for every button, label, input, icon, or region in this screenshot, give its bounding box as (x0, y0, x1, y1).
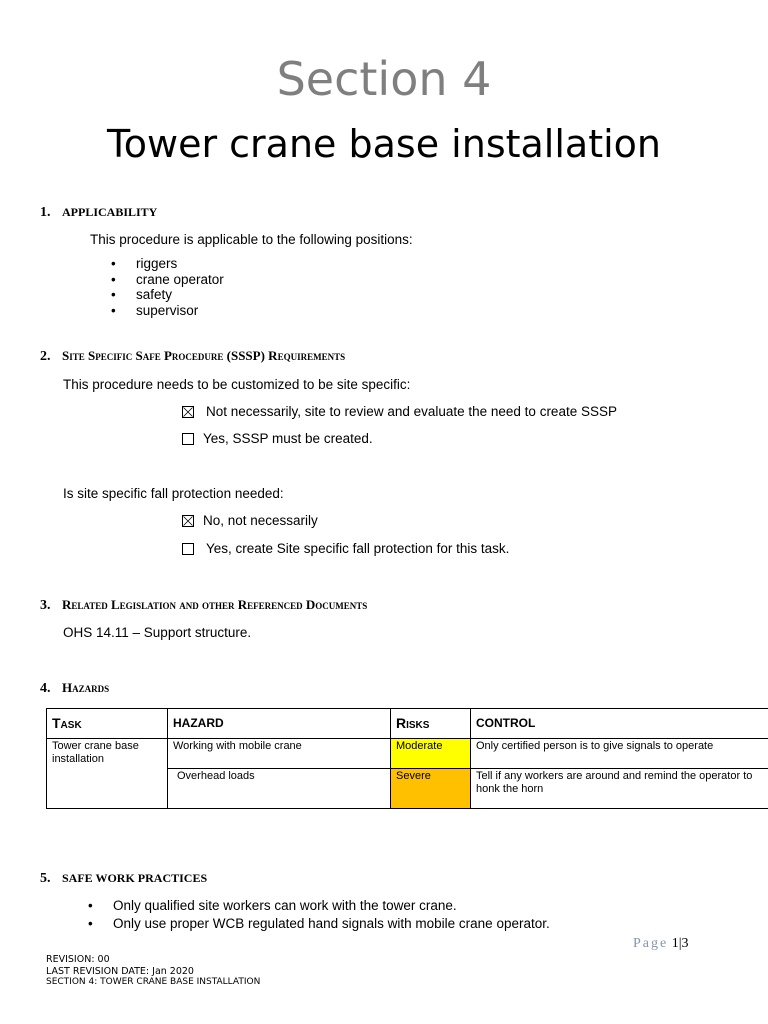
checked-checkbox[interactable] (182, 406, 194, 418)
column-header-task: Task (47, 709, 168, 739)
sssp-option-not-necessarily[interactable] (182, 404, 617, 419)
page-total: 3 (681, 936, 689, 951)
fall-option-yes[interactable] (182, 541, 509, 556)
applicability-intro: This procedure is applicable to the following positions: (90, 232, 413, 247)
footer (46, 954, 260, 989)
list-item: • crane operator (111, 272, 224, 288)
page-number (633, 936, 689, 952)
page-separator: | (678, 936, 682, 951)
heading-number: 4. (40, 681, 51, 696)
section-label: Section 4 (276, 52, 492, 106)
option-label: No, not necessarily (203, 513, 318, 528)
table-row (47, 739, 768, 769)
hazard-cell: Working with mobile crane (168, 739, 391, 769)
footer-section: SECTION 4: TOWER CRANE BASE INSTALLATION (46, 977, 261, 987)
heading-number: 2. (40, 349, 51, 364)
footer-revision: REVISION: 00 (46, 954, 110, 965)
page-label: Page (633, 936, 669, 951)
control-cell: Only certified person is to give signals to operate (471, 739, 768, 769)
fall-protection-question: Is site specific fall protection needed: (63, 486, 284, 501)
task-cell: Tower crane base installation (47, 739, 168, 809)
option-label: Yes, SSSP must be created. (203, 431, 373, 446)
positions-list (111, 256, 224, 318)
heading-text: Hazards (62, 680, 110, 695)
hazard-cell: Overhead loads (168, 769, 391, 809)
list-item: • Only use proper WCB regulated hand signals with mobile crane operator. (88, 915, 688, 933)
heading-number: 5. (40, 871, 51, 886)
list-item: • supervisor (111, 303, 224, 319)
column-header-hazard: HAZARD (168, 709, 391, 739)
column-header-control: CONTROL (471, 709, 768, 739)
heading-text: Related Legislation and other Referenced Documents (62, 597, 368, 612)
practices-list (88, 897, 688, 933)
column-header-risks: Risks (391, 709, 471, 739)
heading-number: 3. (40, 598, 51, 613)
document-title: Tower crane base installation (107, 122, 661, 166)
page-current: 1 (671, 936, 679, 951)
list-item: • safety (111, 287, 224, 303)
option-label: Yes, create Site specific fall protection for this task. (206, 541, 510, 556)
hazards-table (46, 708, 768, 809)
unchecked-checkbox[interactable] (182, 543, 194, 555)
heading-applicability (40, 204, 157, 221)
heading-number: 1. (40, 205, 51, 220)
heading-text: SAFE WORK PRACTICES (62, 871, 208, 885)
option-label: Not necessarily, site to review and evaluate the need to create SSSP (206, 404, 617, 419)
list-item: • Only qualified site workers can work with the tower crane. (88, 897, 688, 915)
footer-last-revision-date: LAST REVISION DATE: Jan 2020 (46, 965, 194, 977)
heading-text: Site Specific Safe Procedure (SSSP) Requirements (62, 348, 346, 363)
list-item: • riggers (111, 256, 224, 272)
table-header-row (47, 709, 768, 739)
unchecked-checkbox[interactable] (182, 433, 194, 445)
control-cell: Tell if any workers are around and remind the operator to honk the horn (471, 769, 768, 809)
risk-cell-severe: Severe (391, 769, 471, 809)
heading-legislation (40, 597, 367, 614)
heading-hazards (40, 680, 109, 697)
sssp-option-yes[interactable] (182, 431, 373, 446)
checked-checkbox[interactable] (182, 515, 194, 527)
sssp-intro: This procedure needs to be customized to be site specific: (63, 377, 411, 392)
heading-text: APPLICABILITY (62, 205, 158, 219)
legislation-reference: OHS 14.11 – Support structure. (63, 625, 252, 640)
heading-sssp (40, 348, 345, 365)
fall-option-no[interactable] (182, 513, 318, 528)
risk-cell-moderate: Moderate (391, 739, 471, 769)
heading-safe-work-practices (40, 870, 207, 887)
